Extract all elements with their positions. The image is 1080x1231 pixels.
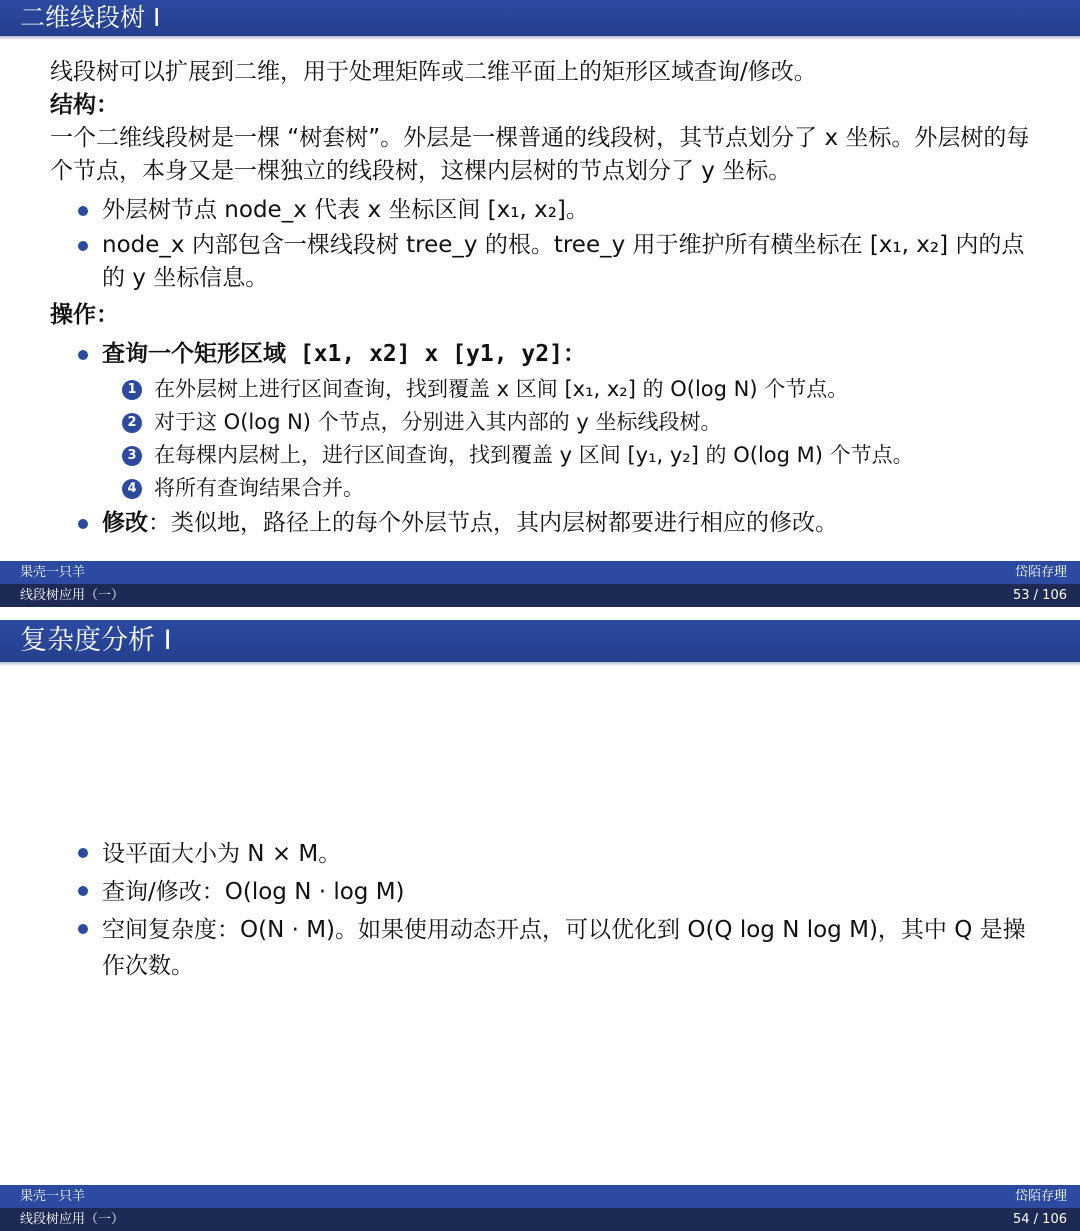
- query-steps: [102, 373, 1040, 505]
- ops-bullets: [50, 338, 1040, 540]
- list-item: [50, 338, 1040, 505]
- list-item: 查询/修改：O(log N · log M): [50, 874, 1040, 910]
- footer-author: 果壳一只羊: [20, 565, 86, 580]
- structure-text: 一个二维线段树是一棵 “树套树”。外层是一棵普通的线段树，其节点划分了 x 坐标。外层树的每个节点，本身又是一棵独立的线段树，这棵内层树的节点划分了 y 坐标。: [50, 125, 1030, 184]
- slide-title-bar: [0, 620, 1080, 662]
- slide-title-bar: [0, 0, 1080, 36]
- footer-section: 线段树应用（一）: [20, 1212, 125, 1227]
- ops-label: 操作：: [50, 302, 119, 328]
- list-item: 4 将所有查询结果合并。: [102, 472, 1040, 505]
- slide-53: [0, 0, 1080, 607]
- list-item: 外层树节点 node_x 代表 x 坐标区间 [x₁, x₂]。: [50, 194, 1040, 227]
- footer-brand: 岱陌存理: [1014, 565, 1067, 580]
- footer-brand: 岱陌存理: [1014, 1189, 1067, 1204]
- footer-author: 果壳一只羊: [20, 1189, 86, 1204]
- slide-footer: [0, 1185, 1080, 1231]
- list-item: [50, 507, 1040, 540]
- complexity-bullets: [50, 836, 1040, 984]
- structure-label: 结构：: [50, 92, 119, 118]
- modify-text: ：类似地，路径上的每个外层节点，其内层树都要进行相应的修改。: [148, 510, 838, 536]
- slide-body: [50, 830, 1040, 988]
- step-number-icon: 2: [122, 413, 142, 433]
- slide-footer: [0, 561, 1080, 607]
- intro-text: 线段树可以扩展到二维，用于处理矩阵或二维平面上的矩形区域查询/修改。: [50, 59, 817, 85]
- list-item: 3 在每棵内层树上，进行区间查询，找到覆盖 y 区间 [y₁, y₂] 的 O(log M) 个节点。: [102, 439, 1040, 472]
- list-item: 空间复杂度：O(N · M)。如果使用动态开点，可以优化到 O(Q log N log M)，其中 Q 是操作次数。: [50, 912, 1040, 984]
- step-number-icon: 1: [122, 380, 142, 400]
- list-item: 1 在外层树上进行区间查询，找到覆盖 x 区间 [x₁, x₂] 的 O(log N) 个节点。: [102, 373, 1040, 406]
- page-number: 54 / 106: [1013, 1212, 1067, 1227]
- list-item: node_x 内部包含一棵线段树 tree_y 的根。tree_y 用于维护所有横坐标在 [x₁, x₂] 内的点的 y 坐标信息。: [50, 229, 1040, 295]
- query-label: 查询一个矩形区域 [x1, x2] x [y1, y2]：: [102, 341, 586, 367]
- footer-section: 线段树应用（一）: [20, 588, 125, 603]
- list-item: 2 对于这 O(log N) 个节点，分别进入其内部的 y 坐标线段树。: [102, 406, 1040, 439]
- step-number-icon: 3: [122, 446, 142, 466]
- page-number: 53 / 106: [1013, 588, 1067, 603]
- slide-body: [50, 56, 1040, 544]
- step-number-icon: 4: [122, 479, 142, 499]
- modify-label: 修改: [102, 510, 148, 536]
- slide-title: 复杂度分析 I: [20, 625, 172, 656]
- slide-54: [0, 620, 1080, 1231]
- list-item: 设平面大小为 N × M。: [50, 836, 1040, 872]
- structure-bullets: [50, 194, 1040, 295]
- slide-title: 二维线段树 I: [20, 3, 161, 32]
